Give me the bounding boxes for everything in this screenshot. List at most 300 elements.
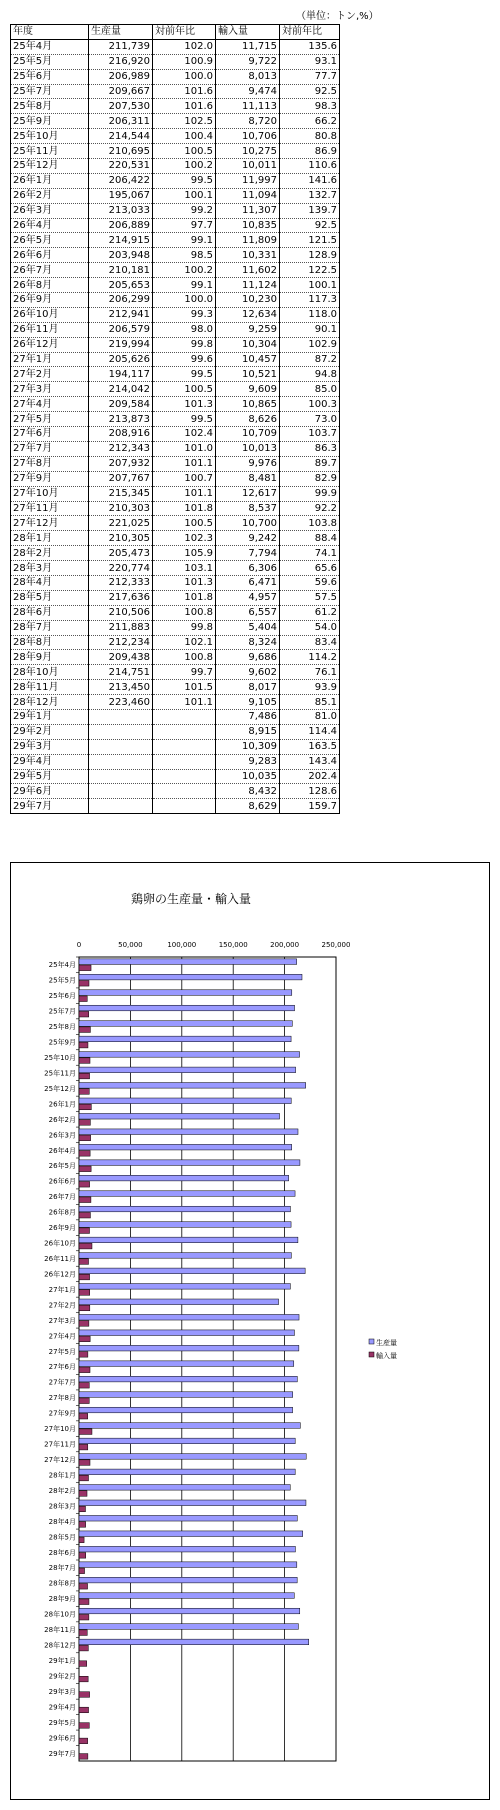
table-cell: 99.7 — [153, 665, 216, 680]
table-cell: 9,976 — [216, 456, 280, 471]
bar-import — [79, 1274, 90, 1280]
table-cell: 8,432 — [216, 784, 280, 799]
table-row — [11, 650, 340, 665]
table-cell: 210,305 — [89, 531, 153, 546]
bar-import — [79, 1011, 89, 1017]
row-label: 29年2月 — [11, 724, 89, 739]
table-cell: 206,579 — [89, 322, 153, 337]
table-cell: 208,916 — [89, 427, 153, 442]
table-cell: 206,422 — [89, 173, 153, 188]
bar-import — [79, 1058, 90, 1064]
table-cell: 6,306 — [216, 561, 280, 576]
table-cell: 202.4 — [280, 769, 340, 784]
table-cell — [153, 739, 216, 754]
table-row — [11, 546, 340, 561]
y-tick-label: 27年12月 — [44, 1456, 76, 1464]
row-label: 25年4月 — [11, 39, 89, 54]
y-tick-label: 26年4月 — [48, 1146, 76, 1155]
row-label: 28年1月 — [11, 531, 89, 546]
bar-import — [79, 1599, 89, 1605]
bar-import — [79, 1413, 88, 1419]
table-cell: 8,537 — [216, 501, 280, 516]
legend-label: 輸入量 — [376, 1352, 397, 1360]
bar-production — [79, 1454, 306, 1460]
table-cell: 11,715 — [216, 39, 280, 54]
bar-import — [79, 1723, 89, 1729]
row-label: 25年7月 — [11, 84, 89, 99]
bar-production — [79, 1113, 280, 1119]
table-cell: 219,994 — [89, 337, 153, 352]
row-label: 27年7月 — [11, 441, 89, 456]
table-row — [11, 754, 340, 769]
table-row — [11, 412, 340, 427]
table-cell: 100.2 — [153, 159, 216, 174]
row-label: 28年2月 — [11, 546, 89, 561]
bar-import — [79, 1243, 92, 1249]
bar-production — [79, 1361, 294, 1367]
table-cell: 6,557 — [216, 605, 280, 620]
bar-production — [79, 1237, 298, 1243]
table-cell: 118.0 — [280, 307, 340, 322]
bar-import — [79, 1321, 89, 1327]
table-cell: 9,105 — [216, 695, 280, 710]
bar-import — [79, 1305, 90, 1311]
row-label: 28年7月 — [11, 620, 89, 635]
bar-import — [79, 1089, 89, 1095]
table-row — [11, 709, 340, 724]
bar-production — [79, 1500, 306, 1506]
row-label: 27年11月 — [11, 501, 89, 516]
y-tick-label: 27年5月 — [48, 1347, 76, 1356]
bar-import — [79, 1228, 90, 1234]
table-cell: 6,471 — [216, 575, 280, 590]
row-label: 28年6月 — [11, 605, 89, 620]
table-row — [11, 263, 340, 278]
table-row — [11, 680, 340, 695]
bar-chart — [11, 863, 489, 1799]
bar-import — [79, 1630, 87, 1636]
bar-production — [79, 1299, 279, 1305]
table-cell: 8,720 — [216, 114, 280, 129]
row-label: 26年1月 — [11, 173, 89, 188]
table-cell: 213,450 — [89, 680, 153, 695]
bar-import — [79, 1707, 89, 1713]
row-label: 29年4月 — [11, 754, 89, 769]
table-row — [11, 188, 340, 203]
table-row — [11, 307, 340, 322]
row-label: 26年3月 — [11, 203, 89, 218]
table-row — [11, 99, 340, 114]
bar-production — [79, 1515, 297, 1521]
table-cell: 86.3 — [280, 441, 340, 456]
table-cell: 100.3 — [280, 397, 340, 412]
table-cell: 101.6 — [153, 99, 216, 114]
y-tick-label: 26年7月 — [48, 1193, 76, 1202]
bar-production — [79, 1608, 300, 1614]
table-cell: 98.3 — [280, 99, 340, 114]
table-cell: 103.1 — [153, 561, 216, 576]
bar-production — [79, 1376, 297, 1382]
table-cell: 143.4 — [280, 754, 340, 769]
bar-import — [79, 1398, 89, 1404]
row-label: 28年4月 — [11, 575, 89, 590]
bar-import — [79, 1166, 91, 1172]
table-row — [11, 278, 340, 293]
bar-production — [79, 1577, 297, 1583]
bar-production — [79, 1624, 298, 1630]
column-header: 年度 — [11, 25, 89, 40]
table-row — [11, 352, 340, 367]
bar-import — [79, 1645, 88, 1651]
table-cell: 102.1 — [153, 635, 216, 650]
table-cell: 207,767 — [89, 471, 153, 486]
table-cell: 11,997 — [216, 173, 280, 188]
table-cell: 122.5 — [280, 263, 340, 278]
table-cell: 203,948 — [89, 248, 153, 263]
table-cell: 214,544 — [89, 129, 153, 144]
bar-import — [79, 981, 89, 987]
chart-area — [10, 862, 490, 1800]
row-label: 27年6月 — [11, 427, 89, 442]
table-cell: 101.5 — [153, 680, 216, 695]
row-label: 25年12月 — [11, 159, 89, 174]
table-cell — [153, 754, 216, 769]
table-cell: 99.3 — [153, 307, 216, 322]
y-tick-label: 29年5月 — [48, 1718, 76, 1727]
table-cell: 8,481 — [216, 471, 280, 486]
bar-production — [79, 1268, 305, 1274]
table-cell: 11,113 — [216, 99, 280, 114]
table-cell: 11,809 — [216, 233, 280, 248]
table-row — [11, 84, 340, 99]
table-cell: 59.6 — [280, 575, 340, 590]
y-tick-label: 26年11月 — [44, 1255, 76, 1263]
table-row — [11, 293, 340, 308]
table-row — [11, 620, 340, 635]
bar-production — [79, 1469, 295, 1475]
y-tick-label: 26年10月 — [44, 1239, 76, 1248]
bar-production — [79, 1160, 300, 1166]
table-cell: 10,709 — [216, 427, 280, 442]
table-cell: 8,324 — [216, 635, 280, 650]
bar-production — [79, 1005, 295, 1011]
row-label: 28年8月 — [11, 635, 89, 650]
table-cell: 101.8 — [153, 501, 216, 516]
bar-import — [79, 1537, 84, 1543]
table-cell: 102.4 — [153, 427, 216, 442]
bar-production — [79, 1144, 292, 1150]
table-cell: 220,774 — [89, 561, 153, 576]
table-cell — [153, 724, 216, 739]
y-tick-label: 28年1月 — [48, 1471, 76, 1480]
table-cell: 10,304 — [216, 337, 280, 352]
table-cell — [153, 799, 216, 814]
row-label: 28年9月 — [11, 650, 89, 665]
row-label: 26年9月 — [11, 293, 89, 308]
y-tick-label: 29年4月 — [48, 1703, 76, 1712]
y-tick-label: 28年7月 — [48, 1564, 76, 1573]
table-row — [11, 471, 340, 486]
y-tick-label: 26年2月 — [48, 1115, 76, 1124]
table-cell: 101.3 — [153, 397, 216, 412]
bar-import — [79, 1522, 86, 1528]
table-row — [11, 739, 340, 754]
table-row — [11, 203, 340, 218]
y-tick-label: 29年2月 — [48, 1672, 76, 1681]
table-cell: 89.7 — [280, 456, 340, 471]
x-tick-label: 0 — [76, 941, 82, 949]
row-label: 29年7月 — [11, 799, 89, 814]
y-tick-label: 27年3月 — [48, 1316, 76, 1325]
table-cell: 101.1 — [153, 695, 216, 710]
table-row — [11, 501, 340, 516]
bar-production — [79, 1191, 295, 1197]
table-cell: 81.0 — [280, 709, 340, 724]
table-cell — [153, 784, 216, 799]
row-label: 26年7月 — [11, 263, 89, 278]
table-cell: 135.6 — [280, 39, 340, 54]
bar-production — [79, 1531, 303, 1537]
unit-note: （単位：トン,%） — [296, 11, 379, 22]
table-cell: 209,667 — [89, 84, 153, 99]
table-row — [11, 516, 340, 531]
table-row — [11, 382, 340, 397]
column-header: 生産量 — [89, 25, 153, 40]
table-cell: 9,259 — [216, 322, 280, 337]
table-cell: 8,626 — [216, 412, 280, 427]
table-row — [11, 799, 340, 814]
y-tick-label: 28年6月 — [48, 1548, 76, 1557]
table-cell: 209,584 — [89, 397, 153, 412]
row-label: 25年11月 — [11, 144, 89, 159]
bar-import — [79, 1120, 90, 1126]
row-label: 29年6月 — [11, 784, 89, 799]
table-cell: 94.8 — [280, 367, 340, 382]
y-tick-label: 27年1月 — [48, 1285, 76, 1294]
bar-production — [79, 1593, 294, 1599]
table-cell: 210,181 — [89, 263, 153, 278]
y-tick-label: 29年7月 — [48, 1749, 76, 1758]
table-cell: 205,626 — [89, 352, 153, 367]
table-row — [11, 173, 340, 188]
table-cell: 211,883 — [89, 620, 153, 635]
row-label: 28年12月 — [11, 695, 89, 710]
table-cell: 139.7 — [280, 203, 340, 218]
row-label: 28年5月 — [11, 590, 89, 605]
table-row — [11, 218, 340, 233]
table-cell: 8,915 — [216, 724, 280, 739]
row-label: 29年1月 — [11, 709, 89, 724]
table-cell: 11,124 — [216, 278, 280, 293]
table-cell: 85.0 — [280, 382, 340, 397]
table-cell: 9,602 — [216, 665, 280, 680]
y-tick-label: 25年12月 — [44, 1084, 76, 1093]
x-tick-label: 150,000 — [218, 941, 248, 949]
table-cell: 7,794 — [216, 546, 280, 561]
y-tick-label: 25年8月 — [48, 1023, 76, 1032]
row-label: 27年5月 — [11, 412, 89, 427]
table-cell: 8,629 — [216, 799, 280, 814]
y-tick-label: 26年3月 — [48, 1131, 76, 1140]
table-cell: 210,695 — [89, 144, 153, 159]
bar-import — [79, 1475, 89, 1481]
table-row — [11, 367, 340, 382]
bar-import — [79, 1754, 88, 1760]
table-cell: 128.9 — [280, 248, 340, 263]
table-cell: 73.0 — [280, 412, 340, 427]
table-row — [11, 561, 340, 576]
row-label: 26年5月 — [11, 233, 89, 248]
table-cell: 10,230 — [216, 293, 280, 308]
bar-import — [79, 996, 87, 1002]
bar-import — [79, 1259, 89, 1265]
bar-import — [79, 1614, 89, 1620]
bar-production — [79, 1345, 299, 1351]
y-tick-label: 27年8月 — [48, 1394, 76, 1403]
table-cell: 132.7 — [280, 188, 340, 203]
table-cell: 101.1 — [153, 456, 216, 471]
table-cell: 10,700 — [216, 516, 280, 531]
bar-import — [79, 1352, 88, 1358]
bar-import — [79, 1676, 88, 1682]
bar-import — [79, 1444, 88, 1450]
bar-production — [79, 1067, 296, 1073]
bar-production — [79, 1392, 293, 1398]
table-cell: 10,309 — [216, 739, 280, 754]
table-cell: 102.3 — [153, 531, 216, 546]
bar-production — [79, 1330, 294, 1336]
table-cell: 10,011 — [216, 159, 280, 174]
table-cell: 86.9 — [280, 144, 340, 159]
bar-import — [79, 1042, 88, 1048]
table-cell: 9,283 — [216, 754, 280, 769]
y-tick-label: 26年9月 — [48, 1224, 76, 1233]
table-cell — [89, 784, 153, 799]
y-tick-label: 27年2月 — [48, 1301, 76, 1310]
bar-import — [79, 1429, 92, 1435]
table-cell: 214,751 — [89, 665, 153, 680]
y-tick-label: 25年6月 — [48, 992, 76, 1001]
table-cell: 90.1 — [280, 322, 340, 337]
bar-import — [79, 1027, 90, 1033]
table-row — [11, 397, 340, 412]
x-tick-label: 100,000 — [167, 941, 197, 949]
bar-import — [79, 1692, 90, 1698]
bar-production — [79, 1284, 290, 1290]
table-header-row — [11, 25, 340, 40]
table-cell: 93.9 — [280, 680, 340, 695]
bar-import — [79, 1661, 87, 1667]
table-cell: 214,915 — [89, 233, 153, 248]
table-row — [11, 39, 340, 54]
bar-production — [79, 1021, 292, 1027]
table-cell: 101.1 — [153, 486, 216, 501]
table-cell: 159.7 — [280, 799, 340, 814]
y-tick-label: 28年5月 — [48, 1533, 76, 1542]
table-cell: 83.4 — [280, 635, 340, 650]
table-cell — [89, 724, 153, 739]
table-cell: 76.1 — [280, 665, 340, 680]
table-cell: 163.5 — [280, 739, 340, 754]
table-cell: 213,033 — [89, 203, 153, 218]
table-cell: 210,506 — [89, 605, 153, 620]
y-tick-label: 28年2月 — [48, 1486, 76, 1495]
table-cell: 10,331 — [216, 248, 280, 263]
x-tick-label: 200,000 — [270, 941, 300, 949]
bar-import — [79, 1290, 90, 1296]
bar-import — [79, 1073, 90, 1079]
table-row — [11, 144, 340, 159]
bar-import — [79, 1212, 90, 1218]
y-tick-label: 27年4月 — [48, 1332, 76, 1341]
table-cell: 92.5 — [280, 84, 340, 99]
y-tick-label: 28年12月 — [44, 1641, 76, 1650]
bar-production — [79, 1423, 300, 1429]
row-label: 27年9月 — [11, 471, 89, 486]
table-row — [11, 54, 340, 69]
table-row — [11, 69, 340, 84]
row-label: 27年2月 — [11, 367, 89, 382]
table-cell: 100.9 — [153, 54, 216, 69]
y-tick-label: 28年8月 — [48, 1579, 76, 1588]
bar-production — [79, 990, 292, 996]
table-row — [11, 322, 340, 337]
table-cell: 11,602 — [216, 263, 280, 278]
table-cell: 100.5 — [153, 516, 216, 531]
table-cell: 100.0 — [153, 69, 216, 84]
table-cell: 99.5 — [153, 367, 216, 382]
table-cell: 10,035 — [216, 769, 280, 784]
table-cell: 10,457 — [216, 352, 280, 367]
bar-import — [79, 1104, 91, 1110]
table-cell: 4,957 — [216, 590, 280, 605]
table-cell: 213,873 — [89, 412, 153, 427]
bar-production — [79, 1052, 300, 1058]
bar-import — [79, 1491, 87, 1497]
row-label: 28年3月 — [11, 561, 89, 576]
bar-import — [79, 1151, 90, 1157]
y-tick-label: 25年11月 — [44, 1069, 76, 1078]
table-cell: 215,345 — [89, 486, 153, 501]
row-label: 25年5月 — [11, 54, 89, 69]
table-cell: 98.0 — [153, 322, 216, 337]
table-cell: 100.4 — [153, 129, 216, 144]
table-cell: 207,530 — [89, 99, 153, 114]
table-row — [11, 337, 340, 352]
table-cell: 9,474 — [216, 84, 280, 99]
table-cell: 12,617 — [216, 486, 280, 501]
column-header: 輸入量 — [216, 25, 280, 40]
table-cell: 128.6 — [280, 784, 340, 799]
table-cell: 8,013 — [216, 69, 280, 84]
table-cell: 11,307 — [216, 203, 280, 218]
table-cell: 10,275 — [216, 144, 280, 159]
row-label: 26年10月 — [11, 307, 89, 322]
table-cell: 212,343 — [89, 441, 153, 456]
table-row — [11, 427, 340, 442]
table-cell: 102.0 — [153, 39, 216, 54]
table-cell: 11,094 — [216, 188, 280, 203]
table-row — [11, 665, 340, 680]
table-row — [11, 456, 340, 471]
bar-production — [79, 1314, 299, 1320]
table-cell: 99.9 — [280, 486, 340, 501]
table-cell: 10,706 — [216, 129, 280, 144]
table-cell: 92.2 — [280, 501, 340, 516]
row-label: 27年3月 — [11, 382, 89, 397]
x-tick-label: 250,000 — [321, 941, 351, 949]
row-label: 25年10月 — [11, 129, 89, 144]
